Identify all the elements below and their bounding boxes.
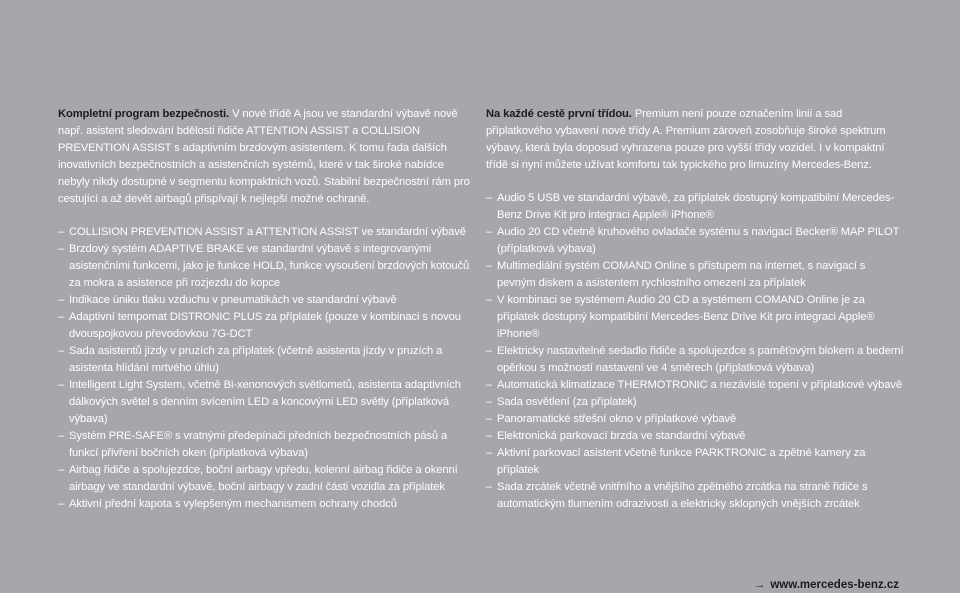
- list-item: – Audio 20 CD včetně kruhového ovladače systému s navigací Becker® MAP PILOT (příplatková výbava): [486, 224, 906, 258]
- right-intro-title: Na každé cestě první třídou.: [486, 108, 632, 120]
- left-column: [58, 106, 473, 513]
- list-item: – Sada asistentů jízdy v pruzích za příplatek (včetně asistenta jízdy v pruzích a asistenta hlídání mrtvého úhlu): [58, 343, 473, 377]
- list-item: – Aktivní parkovací asistent včetně funkce PARKTRONIC a zpětné kamery za příplatek: [486, 445, 906, 479]
- list-item: – Elektricky nastavitelné sedadlo řidiče a spolujezdce s paměťovým blokem a bederní opěrkou s možností nastavení ve 4 směrech (příplatková výbava): [486, 343, 906, 377]
- safety-feature-list: [58, 224, 473, 513]
- list-item: – Multimediální systém COMAND Online s přístupem na internet, s navigací s pevným diskem a asistentem rychlostního omezení za příplatek: [486, 258, 906, 292]
- left-intro-title: Kompletní program bezpečnosti.: [58, 108, 230, 120]
- right-intro: [486, 106, 906, 174]
- left-intro: [58, 106, 473, 208]
- right-intro-text: Premium není pouze označením linií a sad příplatkového vybavení nové třídy A. Premium zároveň zosobňuje široké spektrum výbavy, která byla doposud vyhrazena pouze pro vyšší třídy vozidel. I v kompaktní třídě si nyní můžete užívat komfortu tak typického pro limuzíny Mercedes-Benz.: [486, 108, 886, 171]
- list-item: – Automatická klimatizace THERMOTRONIC a nezávislé topení v příplatkové výbavě: [486, 377, 906, 394]
- list-item: – Adaptivní tempomat DISTRONIC PLUS za příplatek (pouze v kombinaci s novou dvouspojkovou převodovkou 7G-DCT: [58, 309, 473, 343]
- list-item: – Systém PRE-SAFE® s vratnými předepínači předních bezpečnostních pásů a funkcí přivření bočních oken (příplatková výbava): [58, 428, 473, 462]
- list-item: – Sada zrcátek včetně vnitřního a vnějšího zpětného zrcátka na straně řidiče s automatickým tlumením odrazivosti a elektricky sklopných vnějších zrcátek: [486, 479, 906, 513]
- comfort-feature-list: [486, 190, 906, 513]
- list-item: – Airbag řidiče a spolujezdce, boční airbagy vpředu, kolenní airbag řidiče a okenní airbagy ve standardní výbavě, boční airbagy v zadní části vozidla za příplatek: [58, 462, 473, 496]
- list-item: – Indikace úniku tlaku vzduchu v pneumatikách ve standardní výbavě: [58, 292, 473, 309]
- left-intro-text: V nové třídě A jsou ve standardní výbavě nově např. asistent sledování bdělosti řidiče ATTENTION ASSIST a COLLISION PREVENTION ASSIST s adaptivním brzdovým asistentem. K tomu řada dalších inovativních bezpečnostních a asistenčních systémů, které v tak široké nabídce nebyly nikdy dostupné v segmentu kompaktních vozů. Stabilní bezpečnostní rám pro cestující a až devět airbagů přispívají k nejlepší možné ochraně.: [58, 108, 470, 205]
- right-column: [486, 106, 906, 513]
- list-item: – Aktivní přední kapota s vylepšeným mechanismem ochrany chodců: [58, 496, 473, 513]
- website-link[interactable]: [754, 578, 899, 592]
- list-item: – Intelligent Light System, včetně Bi-xenonových světlometů, asistenta adaptivních dálkových světel s denním svícením LED a koncovými LED světly (příplatková výbava): [58, 377, 473, 428]
- list-item: – V kombinaci se systémem Audio 20 CD a systémem COMAND Online je za příplatek dostupný kompatibilní Mercedes-Benz Drive Kit pro integraci Apple® iPhone®: [486, 292, 906, 343]
- list-item: – Sada osvětlení (za příplatek): [486, 394, 906, 411]
- list-item: – COLLISION PREVENTION ASSIST a ATTENTION ASSIST ve standardní výbavě: [58, 224, 473, 241]
- arrow-right-icon: →: [753, 579, 766, 591]
- list-item: – Panoramatické střešní okno v příplatkové výbavě: [486, 411, 906, 428]
- list-item: – Brzdový systém ADAPTIVE BRAKE ve standardní výbavě s integrovanými asistenčními funkcemi, jako je funkce HOLD, funkce vysoušení brzdových kotoučů za mokra a asistence při rozjezdu do kopce: [58, 241, 473, 292]
- list-item: – Audio 5 USB ve standardní výbavě, za příplatek dostupný kompatibilní Mercedes-Benz Drive Kit pro integraci Apple® iPhone®: [486, 190, 906, 224]
- website-url: www.mercedes-benz.cz: [770, 579, 899, 591]
- list-item: – Elektronická parkovací brzda ve standardní výbavě: [486, 428, 906, 445]
